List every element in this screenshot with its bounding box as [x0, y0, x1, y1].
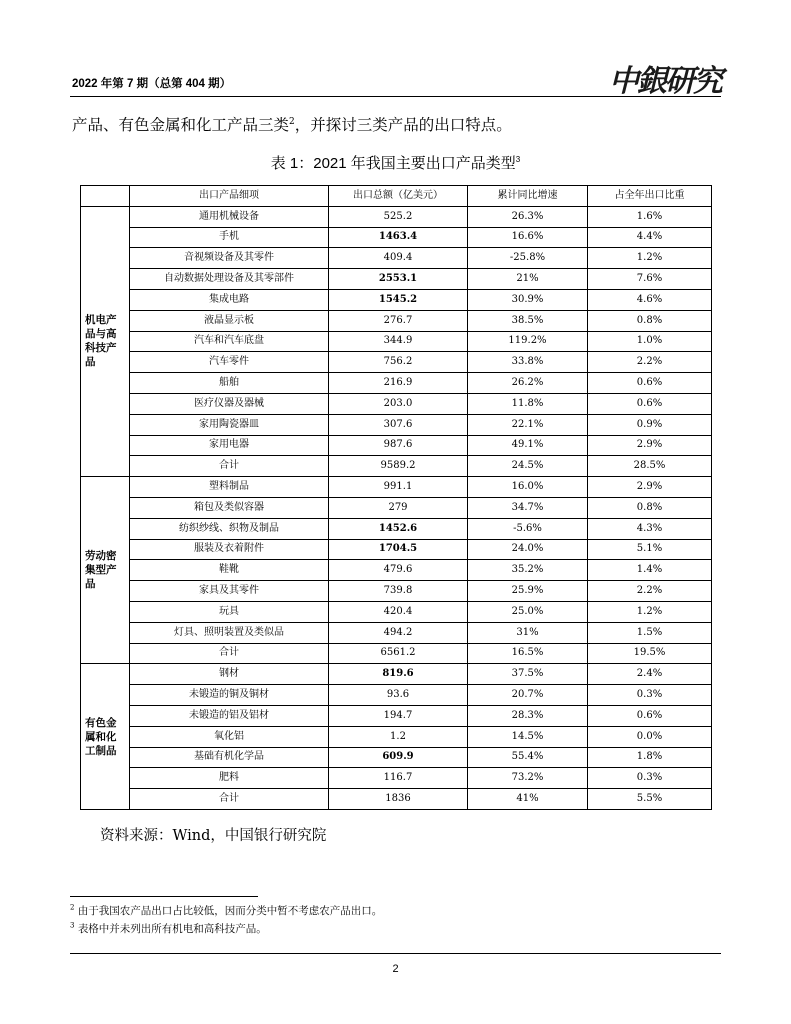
table-row [81, 269, 712, 290]
table-row [81, 726, 712, 747]
table-body [81, 186, 712, 810]
value-cell: 409.4 [329, 248, 468, 269]
header-cell [81, 186, 130, 207]
share-cell: 4.3% [588, 518, 712, 539]
share-cell: 0.8% [588, 310, 712, 331]
footnote-2-text: 由于我国农产品出口占比较低，因而分类中暂不考虑农产品出口。 [77, 905, 383, 917]
share-cell: 28.5% [588, 456, 712, 477]
share-cell: 5.5% [588, 789, 712, 810]
item-cell: 船舶 [130, 373, 329, 394]
share-cell: 4.4% [588, 227, 712, 248]
item-cell: 灯具、照明装置及类似品 [130, 622, 329, 643]
item-cell: 未锻造的铝及铝材 [130, 705, 329, 726]
value-cell: 1.2 [329, 726, 468, 747]
value-cell: 276.7 [329, 310, 468, 331]
intro-text-after: ，并探讨三类产品的出口特点。 [294, 116, 512, 134]
growth-cell: -5.6% [468, 518, 588, 539]
growth-cell: 38.5% [468, 310, 588, 331]
value-cell: 203.0 [329, 393, 468, 414]
item-cell: 家用电器 [130, 435, 329, 456]
growth-cell: 73.2% [468, 768, 588, 789]
table-row [81, 331, 712, 352]
growth-cell: 49.1% [468, 435, 588, 456]
item-cell: 手机 [130, 227, 329, 248]
value-cell: 93.6 [329, 685, 468, 706]
share-cell: 1.4% [588, 560, 712, 581]
item-cell: 合计 [130, 456, 329, 477]
item-cell: 合计 [130, 643, 329, 664]
table-row [81, 206, 712, 227]
share-cell: 1.5% [588, 622, 712, 643]
table-row [81, 705, 712, 726]
header-rule [70, 96, 721, 97]
table-row [81, 768, 712, 789]
share-cell: 0.6% [588, 373, 712, 394]
table-row [81, 373, 712, 394]
value-cell: 6561.2 [329, 643, 468, 664]
growth-cell: 35.2% [468, 560, 588, 581]
growth-cell: 33.8% [468, 352, 588, 373]
table-row [81, 539, 712, 560]
value-cell: 1545.2 [329, 289, 468, 310]
item-cell: 基础有机化学品 [130, 747, 329, 768]
table-caption [0, 152, 791, 173]
item-cell: 液晶显示板 [130, 310, 329, 331]
value-cell: 9589.2 [329, 456, 468, 477]
table-row [81, 497, 712, 518]
export-table [80, 185, 712, 810]
footnote-2 [70, 903, 382, 918]
table-row [81, 789, 712, 810]
value-cell: 479.6 [329, 560, 468, 581]
item-cell: 纺织纱线、织物及制品 [130, 518, 329, 539]
share-cell: 0.6% [588, 393, 712, 414]
share-cell: 0.0% [588, 726, 712, 747]
value-cell: 420.4 [329, 601, 468, 622]
share-cell: 1.2% [588, 601, 712, 622]
growth-cell: 16.5% [468, 643, 588, 664]
header-cell: 出口产品细项 [130, 186, 329, 207]
intro-paragraph [72, 113, 512, 135]
item-cell: 汽车零件 [130, 352, 329, 373]
share-cell: 1.8% [588, 747, 712, 768]
growth-cell: 16.0% [468, 477, 588, 498]
growth-cell: 25.0% [468, 601, 588, 622]
share-cell: 5.1% [588, 539, 712, 560]
value-cell: 279 [329, 497, 468, 518]
value-cell: 991.1 [329, 477, 468, 498]
issue-label: 2022 年第 7 期（总第 404 期） [72, 78, 232, 90]
value-cell: 525.2 [329, 206, 468, 227]
growth-cell: 41% [468, 789, 588, 810]
value-cell: 194.7 [329, 705, 468, 726]
growth-cell: 26.2% [468, 373, 588, 394]
growth-cell: 22.1% [468, 414, 588, 435]
table-row [81, 560, 712, 581]
footnote-ref-2[interactable]: 2 [289, 116, 295, 127]
table-row [81, 352, 712, 373]
table-row [81, 289, 712, 310]
item-cell: 服装及衣着附件 [130, 539, 329, 560]
item-cell: 合计 [130, 789, 329, 810]
header-cell: 累计同比增速 [468, 186, 588, 207]
growth-cell: 24.5% [468, 456, 588, 477]
table-row [81, 581, 712, 602]
value-cell: 1704.5 [329, 539, 468, 560]
value-cell: 307.6 [329, 414, 468, 435]
value-cell: 116.7 [329, 768, 468, 789]
share-cell: 2.4% [588, 664, 712, 685]
item-cell: 汽车和汽车底盘 [130, 331, 329, 352]
item-cell: 塑料制品 [130, 477, 329, 498]
growth-cell: 28.3% [468, 705, 588, 726]
footnote-3 [70, 921, 267, 936]
category-cell: 有色金属和化工制品 [81, 664, 130, 810]
table-row [81, 622, 712, 643]
growth-cell: 119.2% [468, 331, 588, 352]
table-row [81, 393, 712, 414]
growth-cell: 25.9% [468, 581, 588, 602]
table-row [81, 248, 712, 269]
share-cell: 19.5% [588, 643, 712, 664]
value-cell: 344.9 [329, 331, 468, 352]
growth-cell: 55.4% [468, 747, 588, 768]
table-row [81, 310, 712, 331]
table-row [81, 518, 712, 539]
share-cell: 2.2% [588, 352, 712, 373]
share-cell: 0.3% [588, 685, 712, 706]
growth-cell: 30.9% [468, 289, 588, 310]
value-cell: 819.6 [329, 664, 468, 685]
share-cell: 0.3% [588, 768, 712, 789]
table-row [81, 414, 712, 435]
value-cell: 494.2 [329, 622, 468, 643]
table-row [81, 227, 712, 248]
footnote-2-num: 2 [70, 903, 75, 912]
share-cell: 2.9% [588, 477, 712, 498]
category-cell: 劳动密集型产品 [81, 477, 130, 664]
item-cell: 箱包及类似容器 [130, 497, 329, 518]
table-row [81, 601, 712, 622]
item-cell: 音视频设备及其零件 [130, 248, 329, 269]
share-cell: 1.6% [588, 206, 712, 227]
item-cell: 钢材 [130, 664, 329, 685]
growth-cell: 24.0% [468, 539, 588, 560]
value-cell: 2553.1 [329, 269, 468, 290]
table-row [81, 747, 712, 768]
growth-cell: 14.5% [468, 726, 588, 747]
share-cell: 4.6% [588, 289, 712, 310]
value-cell: 1452.6 [329, 518, 468, 539]
table-row [81, 685, 712, 706]
table-row [81, 664, 712, 685]
footnote-3-text: 表格中并未列出所有机电和高科技产品。 [77, 923, 267, 935]
header-cell: 出口总额（亿美元） [329, 186, 468, 207]
value-cell: 756.2 [329, 352, 468, 373]
item-cell: 集成电路 [130, 289, 329, 310]
growth-cell: 16.6% [468, 227, 588, 248]
table-header-row [81, 186, 712, 207]
share-cell: 2.2% [588, 581, 712, 602]
share-cell: 1.0% [588, 331, 712, 352]
growth-cell: 21% [468, 269, 588, 290]
value-cell: 609.9 [329, 747, 468, 768]
value-cell: 1463.4 [329, 227, 468, 248]
share-cell: 2.9% [588, 435, 712, 456]
value-cell: 216.9 [329, 373, 468, 394]
growth-cell: 31% [468, 622, 588, 643]
footnote-rule [70, 896, 258, 897]
item-cell: 通用机械设备 [130, 206, 329, 227]
logo: 中銀研究 [609, 64, 721, 99]
growth-cell: 20.7% [468, 685, 588, 706]
item-cell: 未锻造的铜及铜材 [130, 685, 329, 706]
item-cell: 家具及其零件 [130, 581, 329, 602]
item-cell: 肥料 [130, 768, 329, 789]
growth-cell: 11.8% [468, 393, 588, 414]
value-cell: 1836 [329, 789, 468, 810]
footnote-ref-3[interactable]: 3 [515, 155, 521, 164]
table-row [81, 456, 712, 477]
table-row [81, 477, 712, 498]
category-cell: 机电产品与高科技产品 [81, 206, 130, 476]
share-cell: 1.2% [588, 248, 712, 269]
item-cell: 医疗仪器及器械 [130, 393, 329, 414]
item-cell: 自动数据处理设备及其零部件 [130, 269, 329, 290]
item-cell: 鞋靴 [130, 560, 329, 581]
header-cell: 占全年出口比重 [588, 186, 712, 207]
share-cell: 0.8% [588, 497, 712, 518]
source-note: 资料来源：Wind，中国银行研究院 [100, 828, 327, 844]
item-cell: 氧化铝 [130, 726, 329, 747]
intro-text: 产品、有色金属和化工产品三类 [72, 116, 290, 134]
share-cell: 0.9% [588, 414, 712, 435]
share-cell: 7.6% [588, 269, 712, 290]
table-row [81, 435, 712, 456]
table-caption-text: 表 1：2021 年我国主要出口产品类型 [270, 155, 516, 172]
growth-cell: 34.7% [468, 497, 588, 518]
growth-cell: -25.8% [468, 248, 588, 269]
item-cell: 玩具 [130, 601, 329, 622]
value-cell: 739.8 [329, 581, 468, 602]
footnote-3-num: 3 [70, 921, 75, 930]
share-cell: 0.6% [588, 705, 712, 726]
growth-cell: 26.3% [468, 206, 588, 227]
table-row [81, 643, 712, 664]
item-cell: 家用陶瓷器皿 [130, 414, 329, 435]
footer-rule [70, 953, 721, 954]
growth-cell: 37.5% [468, 664, 588, 685]
value-cell: 987.6 [329, 435, 468, 456]
page-number: 2 [392, 963, 399, 975]
